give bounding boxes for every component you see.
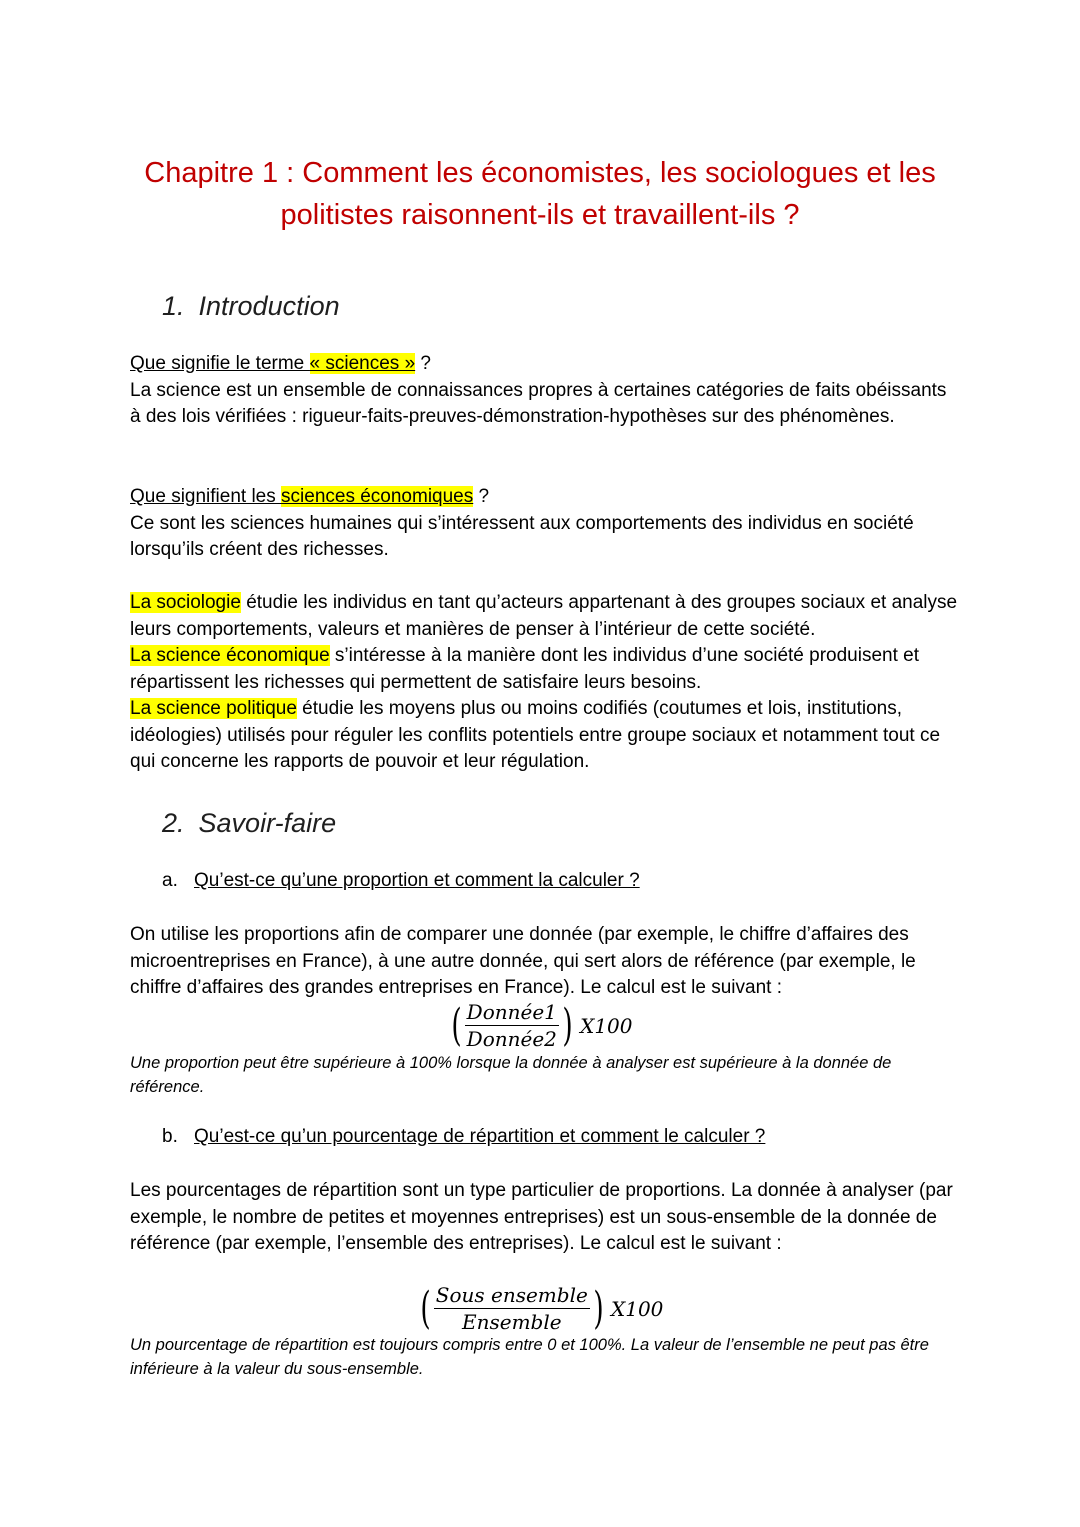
definition-science-economique xyxy=(130,643,960,696)
proportion-explanation: On utilise les proportions afin de comparer une donnée (par exemple, le chiffre d’affaires des microentreprises en France), à une autre donnée, qui sert alors de référence (par exemple, le chiffre d’affaires des grandes entreprises en France). Le calcul est le suivant : xyxy=(130,924,916,998)
definition-text: étudie les moyens plus ou moins codifiés (coutumes et lois, institutions, idéologies) utilisés pour réguler les conflits potentiels entre groupe sociaux et notamment tout ce qui concerne les rapports de pouvoir et leur régulation. xyxy=(130,698,941,772)
left-paren: ( xyxy=(420,1282,431,1334)
definition-text: étudie les individus en tant qu’acteurs appartenant à des groupes sociaux et analyse leurs comportements, valeurs et manières de penser à l’intérieur de cette société. xyxy=(130,592,958,640)
repartition-note: Un pourcentage de répartition est toujours compris entre 0 et 100%. La valeur de l’ensemble ne peut pas être inférieure à la valeur du sous-ensemble. xyxy=(130,1336,929,1378)
section-title: Introduction xyxy=(198,291,340,321)
subsection-title: Qu’est-ce qu’une proportion et comment la calculer ? xyxy=(194,870,640,891)
left-paren: ( xyxy=(450,999,462,1051)
question-suffix: ? xyxy=(473,486,490,507)
definition-science-politique xyxy=(130,696,960,776)
repartition-explanation: Les pourcentages de répartition sont un type particulier de proportions. La donnée à analyser (par exemple, le nombre de petites et moyennes entreprises) est un sous-ensemble de la donnée de référence (par exemple, l’ensemble des entreprises). Le calcul est le suivant : xyxy=(130,1180,953,1254)
highlighted-term: La sociologie xyxy=(130,592,241,613)
subsection-letter: b. xyxy=(162,1126,178,1147)
subsection-letter: a. xyxy=(162,870,178,891)
proportion-formula xyxy=(0,1000,1080,1051)
question-sciences xyxy=(130,351,960,378)
definition-sciences-economiques xyxy=(130,484,960,564)
section-heading-introduction xyxy=(162,289,340,323)
fraction xyxy=(465,1000,559,1051)
question-suffix: ? xyxy=(415,353,432,374)
question-sciences-economiques xyxy=(130,484,960,511)
fraction-denominator: Donnée2 xyxy=(466,1027,557,1051)
proportion-note: Une proportion peut être supérieure à 100% lorsque la donnée à analyser est supérieure à la donnée de référence. xyxy=(130,1054,892,1096)
fraction xyxy=(434,1283,590,1334)
section-number: 2. xyxy=(162,808,185,838)
answer-sciences: La science est un ensemble de connaissances propres à certaines catégories de faits obéissants à des lois vérifiées : rigueur-faits-preuves-démonstration-hypothèses sur des phénomènes. xyxy=(130,379,947,427)
highlighted-term: La science économique xyxy=(130,645,330,666)
chapter-title xyxy=(100,152,980,236)
highlighted-term: La science politique xyxy=(130,698,297,719)
chapter-title-line-2: politistes raisonnent-ils et travaillent-ils ? xyxy=(280,199,800,231)
subsection-heading-proportion xyxy=(162,868,640,894)
question-prefix: Que signifient les xyxy=(130,486,282,507)
disciplines-definitions xyxy=(130,590,960,776)
chapter-title-line-1: Chapitre 1 : Comment les économistes, les sociologues et les xyxy=(144,157,936,189)
answer-sciences-economiques: Ce sont les sciences humaines qui s’intéressent aux comportements des individus en société lorsqu’ils créent des richesses. xyxy=(130,512,914,560)
formula-factor: X100 xyxy=(580,1013,633,1038)
fraction-numerator: Donnée1 xyxy=(466,1000,557,1024)
definition-text: s’intéresse à la manière dont les individus d’une société produisent et répartissent les richesses qui permettent de satisfaire leurs besoins. xyxy=(130,645,919,693)
definition-sciences xyxy=(130,351,960,431)
right-paren: ) xyxy=(562,999,573,1051)
question-prefix: Que signifie le terme xyxy=(130,353,310,374)
formula-factor: X100 xyxy=(610,1296,664,1321)
repartition-formula xyxy=(0,1283,1080,1334)
fraction-denominator: Ensemble xyxy=(461,1310,562,1334)
section-number: 1. xyxy=(162,291,185,321)
highlighted-term: « sciences » xyxy=(309,353,416,374)
section-heading-savoir-faire xyxy=(162,806,336,840)
section-title: Savoir-faire xyxy=(198,808,337,838)
right-paren: ) xyxy=(593,1282,604,1334)
highlighted-term: sciences économiques xyxy=(281,486,474,507)
fraction-numerator: Sous ensemble xyxy=(435,1283,588,1307)
subsection-title: Qu’est-ce qu’un pourcentage de répartition et comment le calculer ? xyxy=(194,1126,766,1147)
definition-sociologie xyxy=(130,590,960,643)
subsection-heading-repartition xyxy=(162,1124,765,1150)
